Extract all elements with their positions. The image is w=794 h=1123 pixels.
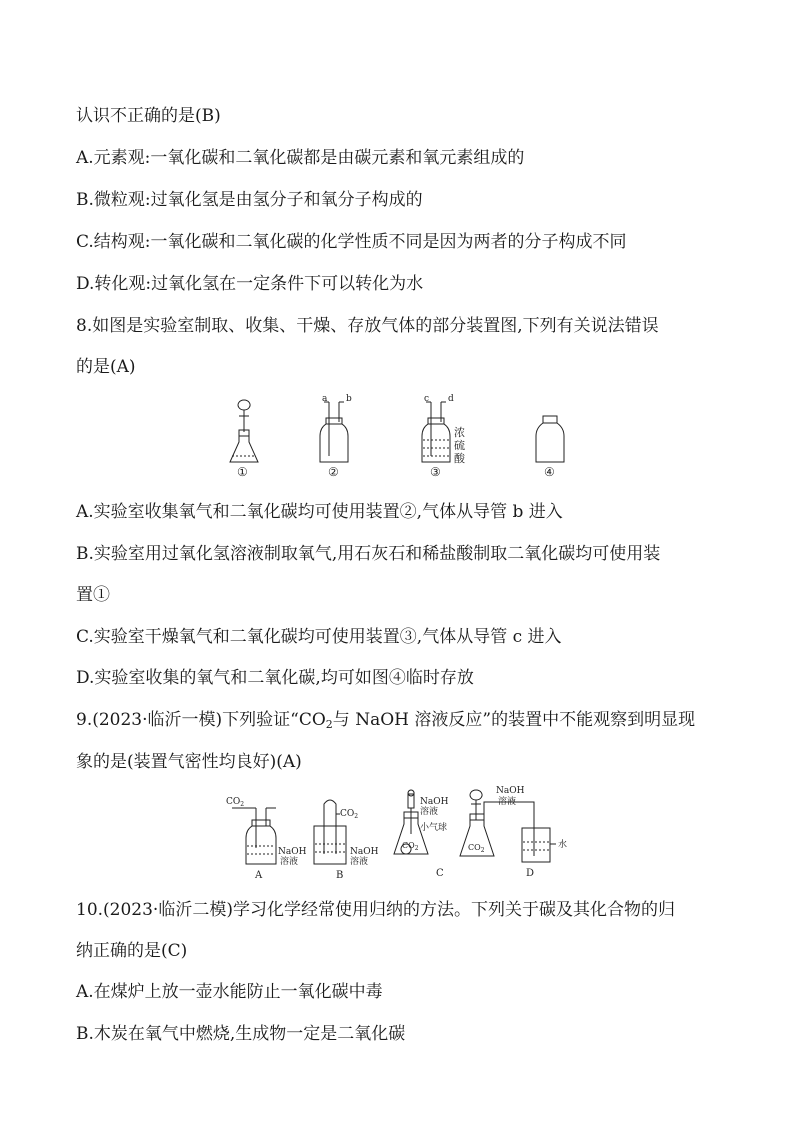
apparatus-label-a: A	[255, 870, 263, 881]
tube-a-label: a	[322, 394, 328, 404]
solution-label-a: 溶液	[280, 857, 299, 867]
text-line: 的是(A)	[76, 357, 136, 377]
co2-label-c: $CO_2$	[402, 841, 419, 852]
solution-label-d: 溶液	[498, 797, 517, 807]
text-line: 认识不正确的是(B)	[76, 106, 221, 126]
apparatus-label-1: ①	[237, 465, 248, 479]
figure-co2-naoh-apparatus	[222, 784, 584, 882]
text-line: B.实验室用过氧化氢溶液制取氧气,用石灰石和稀盐酸制取二氧化碳均可使用装	[76, 544, 661, 564]
text-line: D.实验室收集的氧气和二氧化碳,均可如图④临时存放	[76, 668, 474, 688]
solution-label-b: 溶液	[350, 857, 369, 867]
tube-d-label: d	[448, 394, 454, 404]
text-line: A.实验室收集氧气和二氧化碳均可使用装置②,气体从导管 b 进入	[76, 502, 563, 522]
tube-c-label: c	[424, 394, 430, 404]
question-10: 10.(2023·临沂二模)学习化学经常使用归纳的方法。下列关于碳及其化合物的归	[76, 900, 675, 920]
co2-label-b: $CO_2$	[340, 809, 359, 820]
q9-subscript: 2	[325, 718, 333, 731]
apparatus-label-b: B	[336, 870, 344, 881]
text-line: 置①	[76, 585, 110, 605]
solution-label-c: 溶液	[420, 807, 439, 817]
naoh-label-b: NaOH	[350, 847, 379, 857]
text-line: 纳正确的是(C)	[76, 941, 188, 961]
text-line: B.微粒观:过氧化氢是由氢分子和氧分子构成的	[76, 190, 423, 210]
water-label: 水	[558, 840, 568, 850]
apparatus-label-3: ③	[430, 465, 441, 479]
acid-label: 硫	[454, 439, 465, 452]
question-8: 8.如图是实验室制取、收集、干燥、存放气体的部分装置图,下列有关说法错误	[76, 316, 659, 336]
q9-text-before: 9.(2023·临沂一模)下列验证“CO	[76, 710, 326, 730]
apparatus-label-4: ④	[544, 465, 555, 479]
text-line: A.在煤炉上放一壶水能防止一氧化碳中毒	[76, 982, 383, 1002]
text-line: A.元素观:一氧化碳和二氧化碳都是由碳元素和氧元素组成的	[76, 148, 525, 168]
naoh-label-c: NaOH	[420, 797, 449, 807]
naoh-label-d: NaOH	[496, 786, 525, 796]
text-line: 象的是(装置气密性均良好)(A)	[76, 752, 302, 772]
text-line: D.转化观:过氧化氢在一定条件下可以转化为水	[76, 274, 424, 294]
co2-label-a: $CO_2$	[226, 797, 245, 808]
question-9	[76, 708, 695, 737]
apparatus-label-c: C	[436, 868, 444, 879]
acid-label: 酸	[454, 452, 465, 465]
text-line: B.木炭在氧气中燃烧,生成物一定是二氧化碳	[76, 1024, 406, 1044]
co2-label-d: $CO_2$	[468, 843, 485, 854]
apparatus-label-d: D	[526, 868, 535, 879]
naoh-label-a: NaOH	[278, 847, 307, 857]
q9-text-after: 与 NaOH 溶液反应”的装置中不能观察到明显现	[332, 710, 696, 730]
text-line: C.结构观:一氧化碳和二氧化碳的化学性质不同是因为两者的分子构成不同	[76, 232, 627, 252]
balloon-label: 小气球	[420, 823, 448, 833]
figure-gas-apparatus	[226, 392, 576, 484]
tube-b-label: b	[346, 394, 352, 404]
acid-label: 浓	[454, 426, 465, 439]
apparatus-label-2: ②	[328, 465, 339, 479]
text-line: C.实验室干燥氧气和二氧化碳均可使用装置③,气体从导管 c 进入	[76, 627, 562, 647]
